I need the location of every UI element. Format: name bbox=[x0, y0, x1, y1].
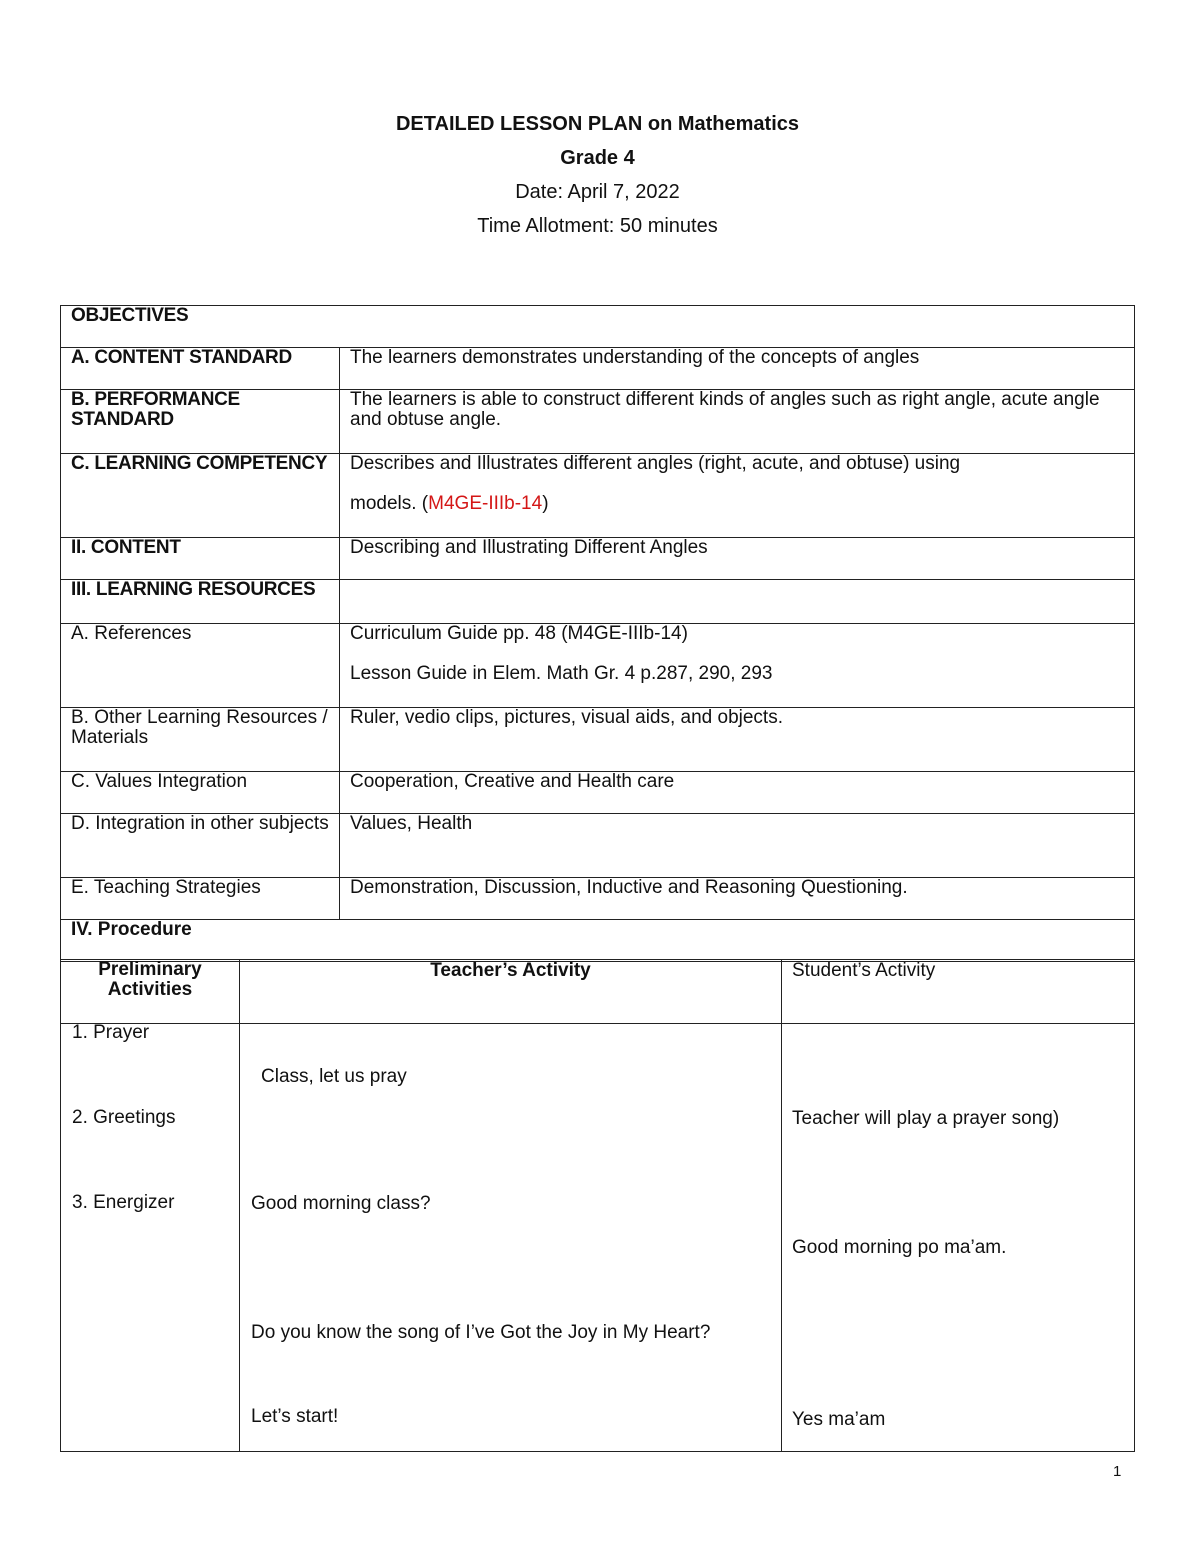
objectives-heading: OBJECTIVES bbox=[61, 306, 1135, 348]
procedure-header-row bbox=[61, 960, 1135, 1024]
objectives-row bbox=[61, 306, 1135, 348]
teacher-header: Teacher’s Activity bbox=[240, 960, 782, 1024]
teacher-line: Good morning class? bbox=[251, 1193, 431, 1214]
competency-pre: models. ( bbox=[350, 493, 429, 514]
competency-line-2 bbox=[350, 494, 1124, 514]
competency-code: M4GE-IIIb-14 bbox=[428, 493, 543, 514]
list-item: 3. Energizer bbox=[72, 1192, 175, 1213]
procedure-table bbox=[60, 959, 1135, 1452]
row-value bbox=[340, 454, 1135, 538]
row-value: Demonstration, Discussion, Inductive and Reasoning Questioning. bbox=[340, 878, 1135, 920]
row-value: The learners demonstrates understanding of the concepts of angles bbox=[340, 348, 1135, 390]
row-value bbox=[340, 580, 1135, 624]
reference-line-1: Curriculum Guide pp. 48 (M4GE-IIIb-14) bbox=[350, 623, 688, 644]
table-row bbox=[61, 390, 1135, 454]
row-label: III. LEARNING RESOURCES bbox=[61, 580, 340, 624]
lesson-title: DETAILED LESSON PLAN on Mathematics bbox=[395, 113, 799, 135]
row-label: A. References bbox=[61, 624, 340, 708]
list-item: 2. Greetings bbox=[72, 1107, 176, 1128]
list-item: 1. Prayer bbox=[72, 1022, 150, 1043]
teacher-line: Do you know the song of I’ve Got the Joy in My Heart? bbox=[251, 1322, 711, 1343]
row-label: II. CONTENT bbox=[61, 538, 340, 580]
table-row bbox=[61, 814, 1135, 878]
table-row bbox=[61, 878, 1135, 920]
table-row bbox=[61, 538, 1135, 580]
procedure-heading: IV. Procedure bbox=[61, 920, 1135, 962]
row-label: E. Teaching Strategies bbox=[61, 878, 340, 920]
row-label: B. PERFORMANCE STANDARD bbox=[61, 390, 340, 454]
row-label: C. Values Integration bbox=[61, 772, 340, 814]
student-line: Yes ma’am bbox=[792, 1409, 886, 1430]
procedure-row bbox=[61, 920, 1135, 962]
row-label: C. LEARNING COMPETENCY bbox=[61, 454, 340, 538]
table-row bbox=[61, 580, 1135, 624]
student-line: Teacher will play a prayer song) bbox=[792, 1108, 1060, 1129]
row-label: D. Integration in other subjects bbox=[61, 814, 340, 878]
reference-line-2: Lesson Guide in Elem. Math Gr. 4 p.287, 290, 293 bbox=[350, 663, 773, 684]
table-row bbox=[61, 348, 1135, 390]
preliminary-header: Preliminary Activities bbox=[61, 960, 240, 1024]
row-label: A. CONTENT STANDARD bbox=[61, 348, 340, 390]
table-row bbox=[61, 624, 1135, 708]
grade-heading: Grade 4 bbox=[560, 147, 635, 169]
row-label: B. Other Learning Resources / Materials bbox=[61, 708, 340, 772]
row-value bbox=[340, 624, 1135, 708]
page-number: 1 bbox=[1113, 1463, 1122, 1480]
row-value: Cooperation, Creative and Health care bbox=[340, 772, 1135, 814]
row-value: Describing and Illustrating Different Angles bbox=[340, 538, 1135, 580]
time-allotment: Time Allotment: 50 minutes bbox=[477, 215, 718, 237]
student-header: Student’s Activity bbox=[782, 960, 1135, 1024]
preliminary-cell bbox=[61, 1024, 240, 1452]
table-row bbox=[61, 454, 1135, 538]
teacher-line: Let’s start! bbox=[251, 1406, 339, 1427]
lesson-plan-table bbox=[60, 305, 1135, 962]
row-value: Values, Health bbox=[340, 814, 1135, 878]
competency-line-1: Describes and Illustrates different angles (right, acute, and obtuse) using bbox=[350, 453, 961, 474]
teacher-line: Class, let us pray bbox=[261, 1066, 407, 1087]
competency-post: ) bbox=[542, 493, 549, 514]
row-value: The learners is able to construct different kinds of angles such as right angle, acute angle and obtuse angle. bbox=[340, 390, 1135, 454]
table-row bbox=[61, 772, 1135, 814]
lesson-date: Date: April 7, 2022 bbox=[515, 181, 680, 203]
student-line: Good morning po ma’am. bbox=[792, 1237, 1007, 1258]
row-value: Ruler, vedio clips, pictures, visual aids, and objects. bbox=[340, 708, 1135, 772]
table-row bbox=[61, 708, 1135, 772]
